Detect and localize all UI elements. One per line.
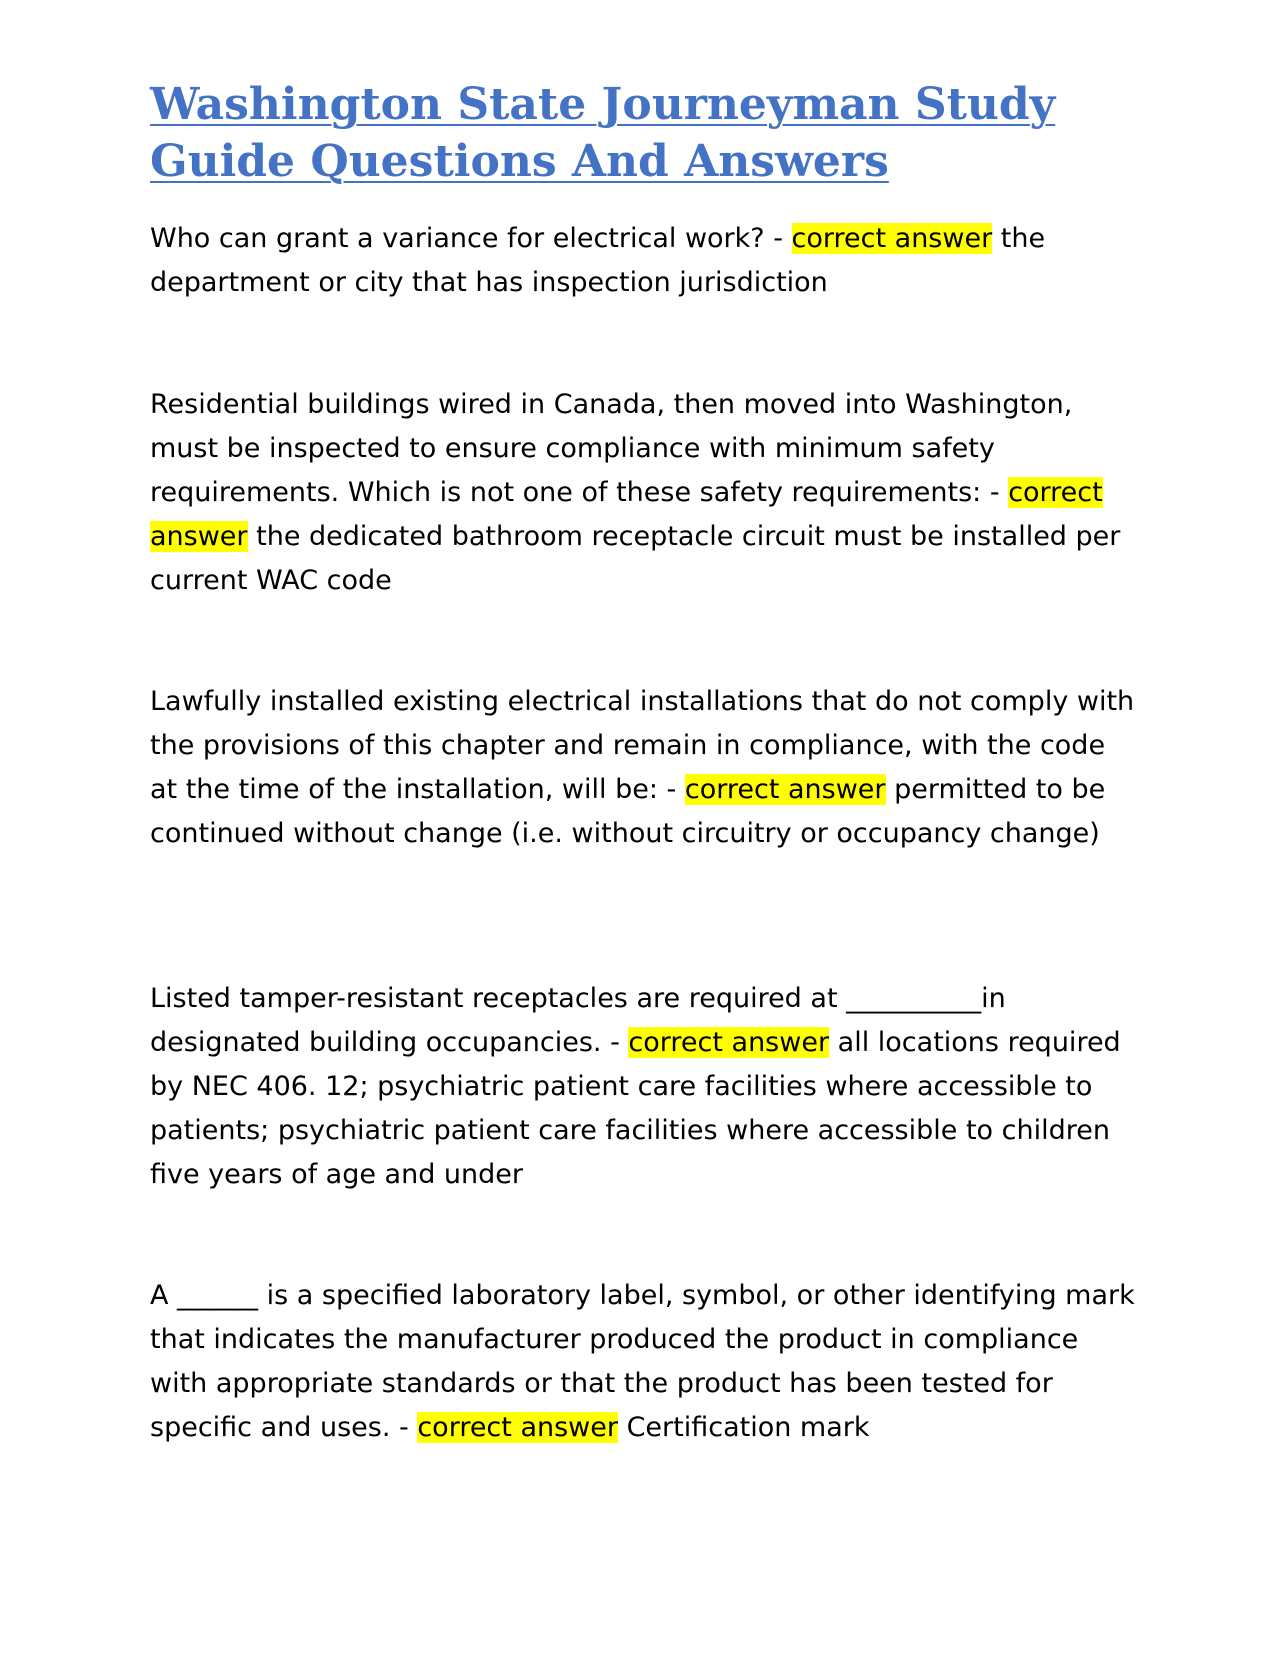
qa-item — [150, 977, 1140, 1197]
correct-answer-marker: correct answer — [628, 1027, 830, 1058]
qa-item — [150, 1274, 1140, 1450]
question-text: A ______ is a specified laboratory label, symbol, or other identifying mark that indicates the manufacturer produced the product in compliance with appropriate standards or that the product has been tested for specific and uses. - — [150, 1280, 1135, 1443]
qa-item — [150, 383, 1140, 603]
answer-text: all locations required by NEC 406. 12; psychiatric patient care facilities where accessible to patients; psychiatric patient care facilities where accessible to children five years of age and under — [150, 1027, 1121, 1190]
answer-text: the dedicated bathroom receptacle circuit must be installed per current WAC code — [150, 521, 1121, 596]
qa-item — [150, 680, 1140, 856]
question-text: Listed tamper-resistant receptacles are required at __________in designated building occupancies. - — [150, 983, 1006, 1058]
answer-text: the department or city that has inspection jurisdiction — [150, 223, 1046, 298]
correct-answer-marker: correct answer — [791, 223, 993, 254]
question-text: Residential buildings wired in Canada, then moved into Washington, must be inspected to ensure compliance with minimum safety requirements. Which is not one of these safety requirements: - — [150, 389, 1073, 508]
document-title: Washington State Journeyman Study Guide Questions And Answers — [150, 79, 1056, 187]
correct-answer-marker: correct answer — [684, 774, 886, 805]
answer-text: permitted to be continued without change (i.e. without circuitry or occupancy change) — [150, 774, 1106, 849]
question-text: Lawfully installed existing electrical installations that do not comply with the provisions of this chapter and remain in compliance, with the code at the time of the installation, will be: - — [150, 686, 1135, 805]
answer-text: Certification mark — [626, 1412, 870, 1443]
correct-answer-marker: correct answer — [417, 1412, 618, 1443]
correct-answer-marker: correct answer — [150, 477, 1103, 552]
question-text: Who can grant a variance for electrical work? - — [150, 223, 792, 254]
qa-item — [150, 217, 1140, 305]
